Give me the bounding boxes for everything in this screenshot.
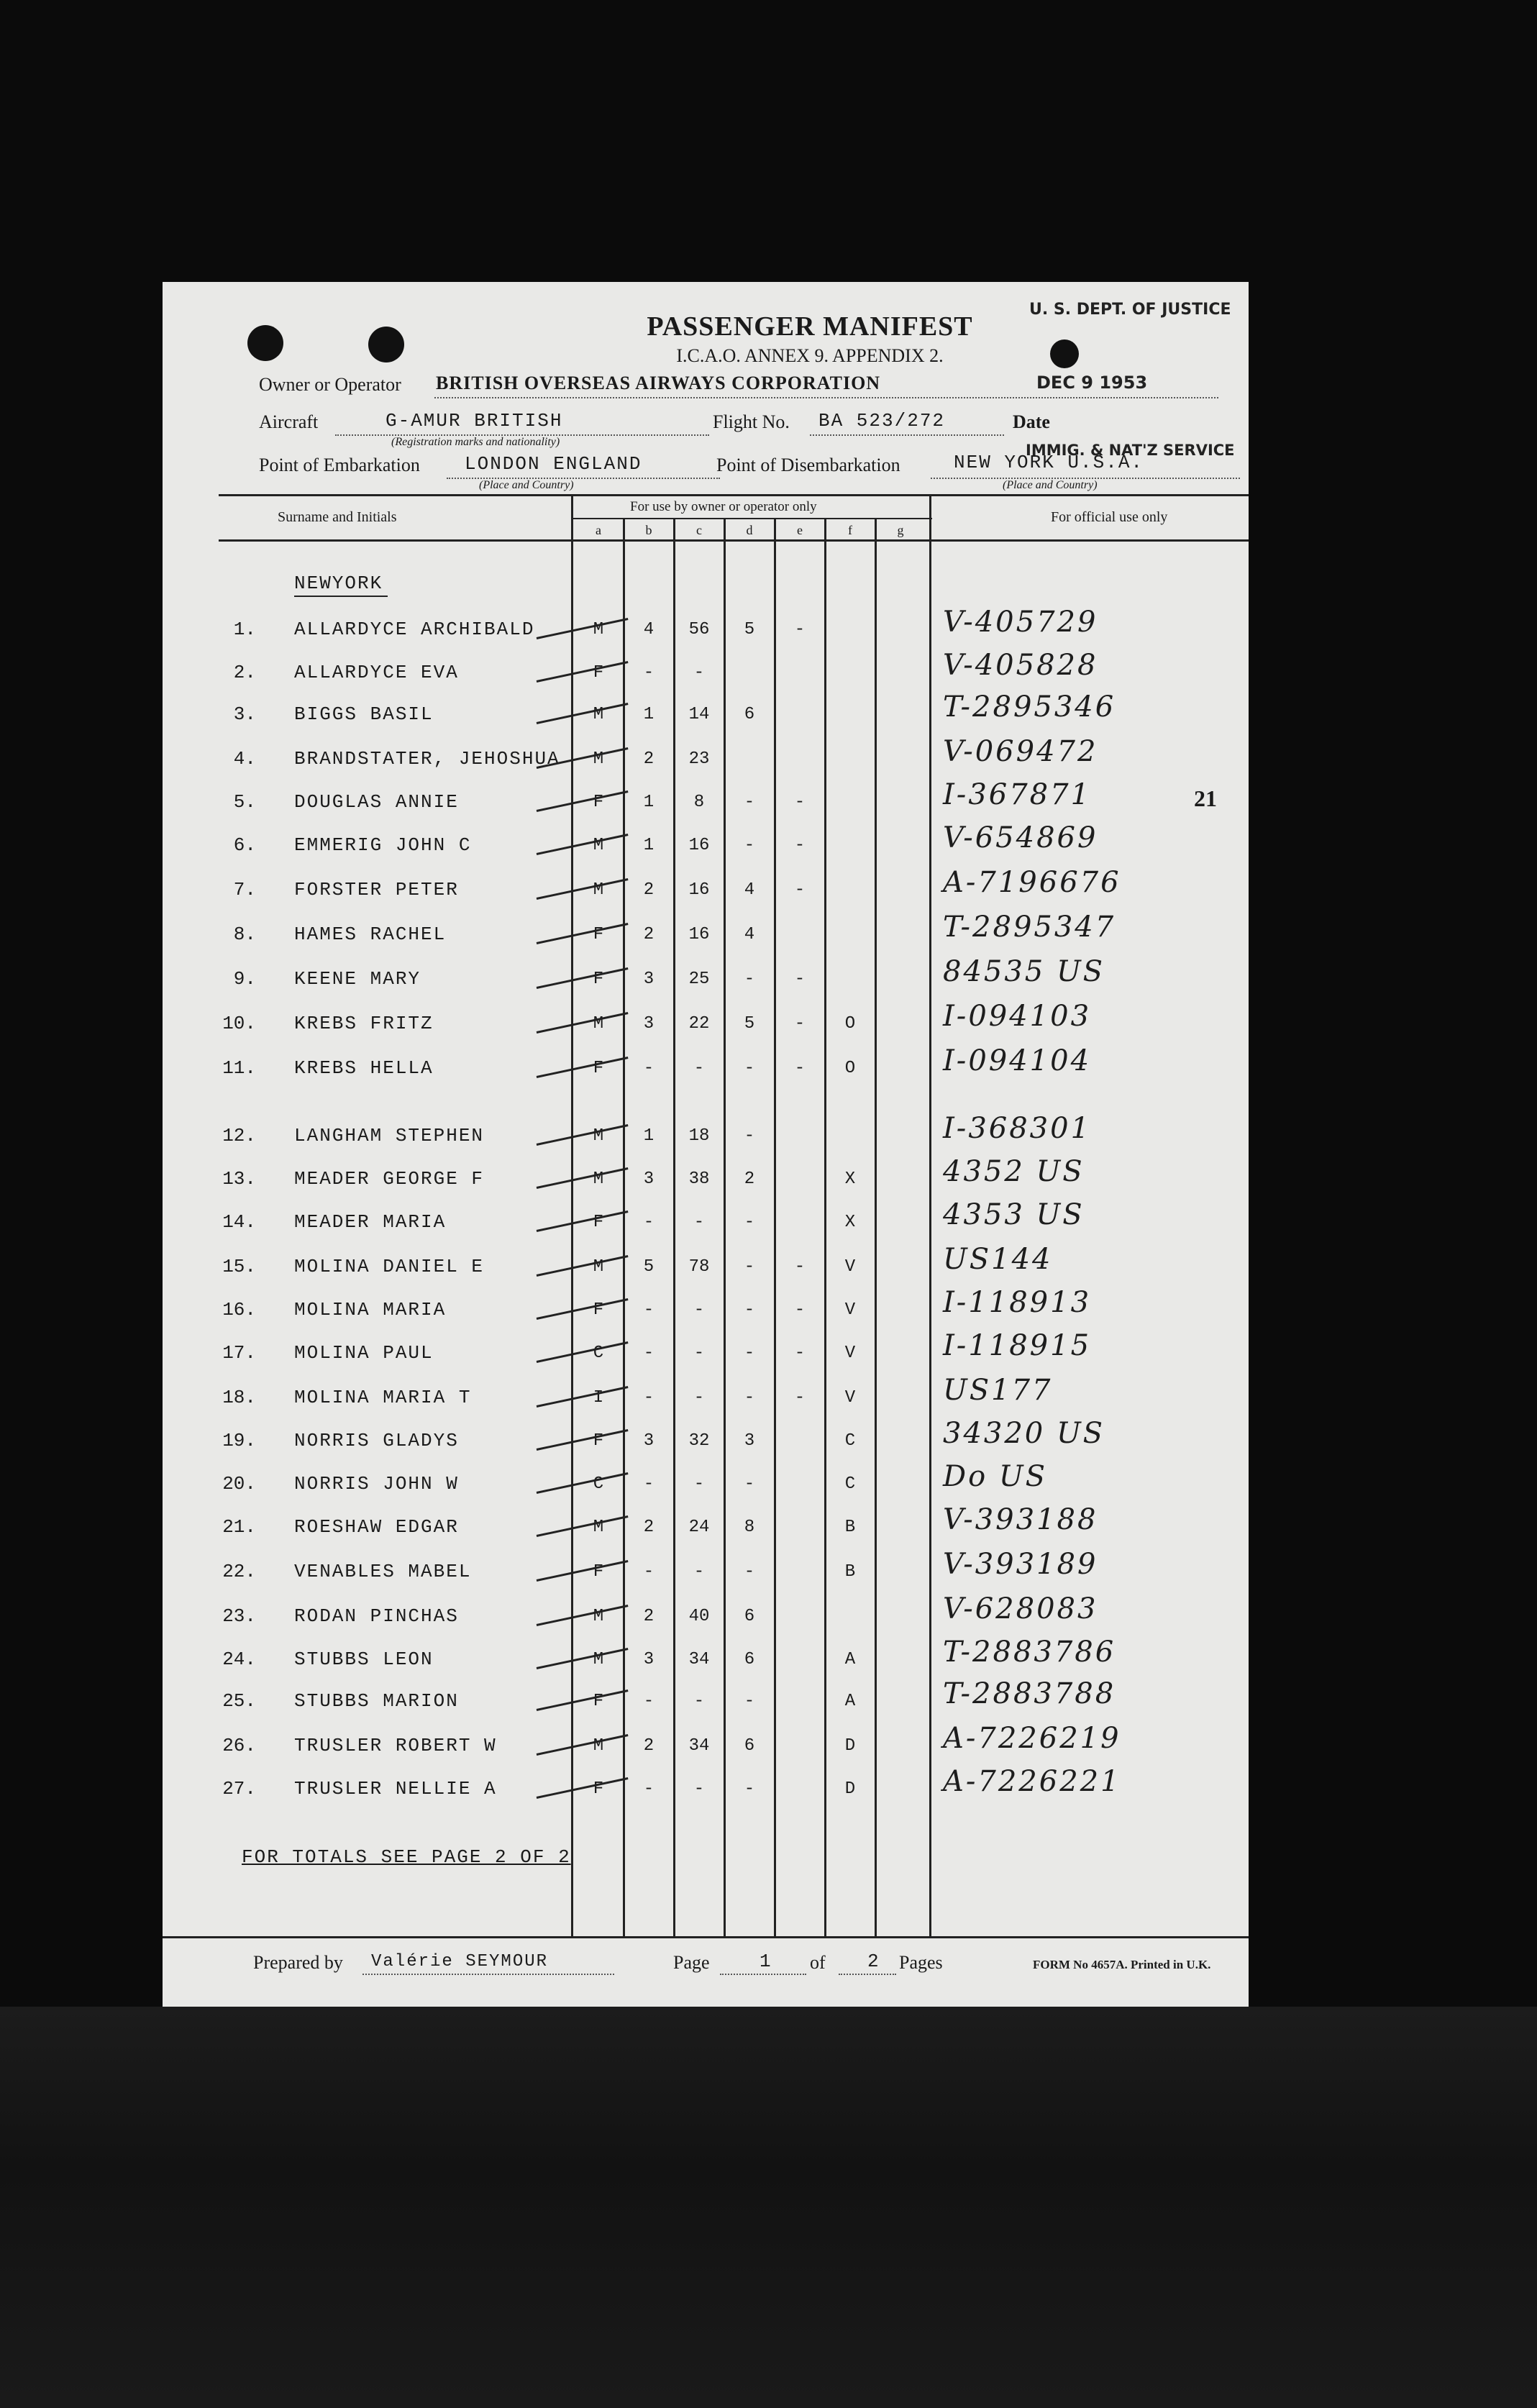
cell-d: 5 [744,1014,755,1034]
official-handwritten-number: V-069472 [943,735,1098,768]
passenger-name: STUBBS MARION [294,1690,459,1712]
owner-dotline [434,397,1218,398]
cell-b: 3 [643,1169,655,1189]
row-number: 14. [222,1211,256,1233]
cell-c: 38 [688,1169,710,1189]
official-handwritten-number: I-094104 [943,1044,1092,1077]
cell-b: 3 [643,970,655,989]
cell-d: 6 [744,1607,755,1626]
cell-c: 8 [693,793,705,812]
official-handwritten-number: Do US [943,1460,1047,1493]
official-handwritten-number: A-7226221 [943,1765,1121,1798]
row-number: 23. [222,1605,256,1627]
cell-d: - [744,1344,755,1363]
official-handwritten-number: I-118915 [943,1329,1092,1362]
cell-d: 3 [744,1431,755,1451]
immigration-stamp-line1: U. S. DEPT. OF JUSTICE [1029,301,1231,319]
cell-b: - [643,1562,655,1582]
cell-d: 6 [744,1736,755,1756]
row-number: 26. [222,1735,256,1756]
cell-a: F [593,793,604,812]
official-handwritten-number: V-393188 [943,1503,1098,1536]
official-handwritten-number: T-2883788 [943,1677,1116,1710]
cell-a: M [593,749,604,769]
cell-c: 22 [688,1014,710,1034]
cell-a: F [593,1213,604,1232]
official-handwritten-number: 4352 US [943,1155,1085,1188]
cell-d: - [744,1692,755,1711]
passenger-name: MOLINA PAUL [294,1342,434,1364]
footer-rule [163,1936,1249,1938]
cell-f: C [844,1474,856,1494]
cell-a: M [593,1257,604,1277]
row-number: 15. [222,1256,256,1277]
passenger-name: TRUSLER NELLIE A [294,1778,497,1800]
manifest-title: PASSENGER MANIFEST [647,311,973,342]
cell-b: - [643,1388,655,1408]
section-label: NEWYORK [294,573,383,594]
cell-a: F [593,925,604,944]
official-handwritten-number: I-118913 [943,1286,1092,1319]
cell-d: - [744,1388,755,1408]
row-number: 22. [222,1561,256,1582]
cell-e: - [794,880,806,900]
owner-use-header: For use by owner or operator only [630,499,817,514]
col-header-e: e [797,523,803,537]
cell-a: M [593,880,604,900]
passenger-name: MEADER GEORGE F [294,1168,485,1190]
official-handwritten-number: T-2895346 [943,690,1116,724]
punch-hole-right [368,327,404,362]
owner-label: Owner or Operator [259,374,401,395]
cell-c: - [693,1344,705,1363]
cell-a: F [593,1562,604,1582]
stamp-ink-blot [1050,339,1079,368]
page-dotline [720,1974,806,1975]
passenger-name: ALLARDYCE EVA [294,662,459,683]
official-handwritten-number: 84535 US [943,955,1105,988]
official-handwritten-number: T-2883786 [943,1636,1116,1669]
cell-d: - [744,1779,755,1799]
official-handwritten-number: V-628083 [943,1592,1098,1625]
page-value: 1 [760,1951,772,1972]
cell-d: - [744,1562,755,1582]
official-handwritten-number: T-2895347 [943,911,1116,944]
date-label: Date [1013,411,1050,432]
cell-a: F [593,1431,604,1451]
cell-c: 24 [688,1518,710,1537]
official-handwritten-number: 4353 US [943,1198,1085,1231]
passenger-name: RODAN PINCHAS [294,1605,459,1627]
row-number: 21. [222,1516,256,1538]
flight-value: BA 523/272 [818,410,946,432]
embark-label: Point of Embarkation [259,455,420,475]
cell-e: - [794,970,806,989]
col-header-a: a [596,523,601,537]
cell-d: - [744,1300,755,1320]
passenger-name: MOLINA DANIEL E [294,1256,485,1277]
official-handwritten-number: A-7226219 [943,1722,1121,1755]
cell-f: C [844,1431,856,1451]
cell-a: F [593,1059,604,1078]
surname-header: Surname and Initials [278,509,397,525]
cell-c: 23 [688,749,710,769]
passenger-name: TRUSLER ROBERT W [294,1735,497,1756]
cell-d: - [744,1474,755,1494]
cell-d: - [744,1126,755,1146]
cell-c: - [693,1059,705,1078]
passenger-name: LANGHAM STEPHEN [294,1125,485,1146]
passenger-name: KREBS HELLA [294,1057,434,1079]
official-use-header: For official use only [1051,509,1168,525]
cell-b: - [643,1692,655,1711]
official-handwritten-number: V-393189 [943,1548,1098,1581]
film-background-bottom [0,2007,1537,2408]
cell-b: 1 [643,1126,655,1146]
cell-a: M [593,1126,604,1146]
cell-a: C [593,1474,604,1494]
cell-b: - [643,1213,655,1232]
cell-c: - [693,1474,705,1494]
cell-d: 4 [744,880,755,900]
cell-e: - [794,836,806,855]
disembark-value: NEW YORK U.S.A. [954,452,1144,473]
row-number: 6. [233,834,256,856]
passenger-name: VENABLES MABEL [294,1561,472,1582]
cell-a: M [593,1607,604,1626]
embark-note: (Place and Country) [479,479,574,491]
row-number: 5. [233,791,256,813]
side-number: 21 [1194,785,1217,811]
cell-b: 5 [643,1257,655,1277]
cell-a: M [593,836,604,855]
passenger-name: KEENE MARY [294,968,421,990]
cell-e: - [794,1014,806,1034]
cell-f: V [844,1344,856,1363]
cell-e: - [794,1257,806,1277]
cell-e: - [794,620,806,639]
cell-b: - [643,1474,655,1494]
row-number: 9. [233,968,256,990]
passenger-name: EMMERIG JOHN C [294,834,472,856]
cell-b: 1 [643,836,655,855]
embark-value: LONDON ENGLAND [465,453,642,475]
cell-c: - [693,1779,705,1799]
prepared-value: Valérie SEYMOUR [371,1952,549,1971]
row-number: 20. [222,1473,256,1495]
cell-d: 2 [744,1169,755,1189]
row-number: 19. [222,1430,256,1451]
row-number: 12. [222,1125,256,1146]
cell-a: M [593,1169,604,1189]
cell-c: 40 [688,1607,710,1626]
cell-a: F [593,970,604,989]
official-handwritten-number: I-367871 [943,778,1092,811]
official-handwritten-number: V-654869 [943,821,1098,854]
cell-e: - [794,1059,806,1078]
cell-c: - [693,1692,705,1711]
cell-d: - [744,970,755,989]
row-number: 11. [222,1057,256,1079]
section-underline [294,596,388,597]
cell-e: - [794,793,806,812]
pages-label: Pages [899,1952,943,1973]
cell-c: 16 [688,880,710,900]
page-label: Page [673,1952,710,1973]
cell-b: - [643,1344,655,1363]
cell-f: X [844,1169,856,1189]
pages-value: 2 [867,1951,880,1972]
aircraft-value: G-AMUR BRITISH [386,410,563,432]
prepared-dotline [362,1974,614,1975]
cell-a: C [593,1344,604,1363]
row-number: 27. [222,1778,256,1800]
passenger-name: FORSTER PETER [294,879,459,900]
row-number: 4. [233,748,256,770]
cell-e: - [794,1388,806,1408]
immigration-stamp-line2: DEC 9 1953 [1036,373,1148,393]
row-number: 16. [222,1299,256,1321]
manifest-sheet [163,282,1249,2007]
official-handwritten-number: 34320 US [943,1417,1105,1450]
cell-a: I [593,1388,604,1408]
cell-b: - [643,1059,655,1078]
passenger-name: HAMES RACHEL [294,923,447,945]
cell-a: M [593,1518,604,1537]
disembark-note: (Place and Country) [1003,479,1098,491]
cell-b: 1 [643,793,655,812]
cell-c: 32 [688,1431,710,1451]
cell-c: - [693,1388,705,1408]
cell-f: O [844,1014,856,1034]
cell-f: V [844,1388,856,1408]
cell-c: 14 [688,705,710,724]
official-handwritten-number: A-7196676 [943,866,1121,899]
row-number: 17. [222,1342,256,1364]
passenger-name: NORRIS JOHN W [294,1473,459,1495]
cell-c: 34 [688,1736,710,1756]
cell-d: 6 [744,1650,755,1669]
col-header-d: d [746,523,753,537]
cell-b: 4 [643,620,655,639]
totals-note: FOR TOTALS SEE PAGE 2 OF 2 [242,1846,571,1868]
row-number: 24. [222,1648,256,1670]
passenger-name: NORRIS GLADYS [294,1430,459,1451]
passenger-name: MOLINA MARIA T [294,1387,472,1408]
cell-c: - [693,1213,705,1232]
official-handwritten-number: US144 [943,1243,1053,1276]
cell-a: M [593,1014,604,1034]
passenger-name: BIGGS BASIL [294,703,434,725]
row-number: 7. [233,879,256,900]
cell-c: 56 [688,620,710,639]
cell-b: - [643,663,655,683]
cell-f: V [844,1257,856,1277]
cell-d: - [744,793,755,812]
passenger-name: ROESHAW EDGAR [294,1516,459,1538]
cell-f: X [844,1213,856,1232]
passenger-name: MOLINA MARIA [294,1299,447,1321]
table-top-line [219,494,1249,496]
row-number: 1. [233,619,256,640]
prepared-label: Prepared by [253,1952,343,1973]
passenger-name: STUBBS LEON [294,1648,434,1670]
official-handwritten-number: V-405729 [943,606,1098,639]
official-handwritten-number: I-368301 [943,1112,1092,1145]
passenger-name: DOUGLAS ANNIE [294,791,459,813]
flight-dotline [810,434,1004,436]
table-header-line [219,539,1249,542]
col-header-b: b [645,523,652,537]
aircraft-label: Aircraft [259,411,319,432]
cell-a: M [593,1650,604,1669]
cell-d: 6 [744,705,755,724]
col-header-c: c [696,523,702,537]
cell-a: M [593,1736,604,1756]
cell-b: 2 [643,1736,655,1756]
cell-a: F [593,663,604,683]
punch-hole-left [247,325,283,361]
col-divider [929,496,931,1936]
row-number: 2. [233,662,256,683]
cell-d: - [744,1213,755,1232]
cell-c: 25 [688,970,710,989]
row-number: 13. [222,1168,256,1190]
cell-f: B [844,1518,856,1537]
cell-f: B [844,1562,856,1582]
cell-d: - [744,836,755,855]
cell-a: F [593,1300,604,1320]
cell-c: - [693,1562,705,1582]
owner-value: BRITISH OVERSEAS AIRWAYS CORPORATION [436,373,881,393]
cell-b: - [643,1779,655,1799]
cell-f: A [844,1650,856,1669]
cell-d: 5 [744,620,755,639]
official-handwritten-number: US177 [943,1374,1053,1407]
col-header-f: f [848,523,852,537]
disembark-label: Point of Disembarkation [716,455,900,475]
of-label: of [810,1952,826,1973]
cell-b: 2 [643,880,655,900]
cell-c: - [693,1300,705,1320]
passenger-name: ALLARDYCE ARCHIBALD [294,619,535,640]
row-number: 3. [233,703,256,725]
cell-f: V [844,1300,856,1320]
form-note: FORM No 4657A. Printed in U.K. [1033,1958,1211,1971]
pages-dotline [839,1974,896,1975]
cell-c: 78 [688,1257,710,1277]
cell-a: M [593,620,604,639]
cell-b: 2 [643,749,655,769]
passenger-name: MEADER MARIA [294,1211,447,1233]
owner-use-subline [573,518,932,519]
cell-f: D [844,1736,856,1756]
row-number: 18. [222,1387,256,1408]
cell-b: 2 [643,925,655,944]
cell-d: - [744,1257,755,1277]
cell-d: 8 [744,1518,755,1537]
cell-a: M [593,705,604,724]
cell-d: - [744,1059,755,1078]
manifest-subtitle: I.C.A.O. ANNEX 9. APPENDIX 2. [676,345,944,366]
cell-b: 2 [643,1607,655,1626]
aircraft-note: (Registration marks and nationality) [391,436,560,448]
cell-b: 3 [643,1014,655,1034]
official-handwritten-number: V-405828 [943,649,1098,682]
cell-e: - [794,1344,806,1363]
cell-e: - [794,1300,806,1320]
cell-f: O [844,1059,856,1078]
cell-a: F [593,1692,604,1711]
cell-b: - [643,1300,655,1320]
cell-f: A [844,1692,856,1711]
passenger-name: BRANDSTATER, JEHOSHUA [294,748,560,770]
cell-c: 34 [688,1650,710,1669]
cell-c: 16 [688,836,710,855]
cell-c: 18 [688,1126,710,1146]
cell-d: 4 [744,925,755,944]
cell-a: F [593,1779,604,1799]
official-handwritten-number: I-094103 [943,1000,1092,1033]
cell-c: - [693,663,705,683]
flight-label: Flight No. [713,411,790,432]
col-header-g: g [897,523,904,537]
cell-f: D [844,1779,856,1799]
cell-b: 3 [643,1650,655,1669]
immigration-stamp-line3: IMMIG. & NAT'Z SERVICE [1026,442,1235,459]
cell-b: 3 [643,1431,655,1451]
passenger-name: KREBS FRITZ [294,1013,434,1034]
row-number: 25. [222,1690,256,1712]
row-number: 8. [233,923,256,945]
cell-c: 16 [688,925,710,944]
cell-b: 1 [643,705,655,724]
row-number: 10. [222,1013,256,1034]
cell-b: 2 [643,1518,655,1537]
